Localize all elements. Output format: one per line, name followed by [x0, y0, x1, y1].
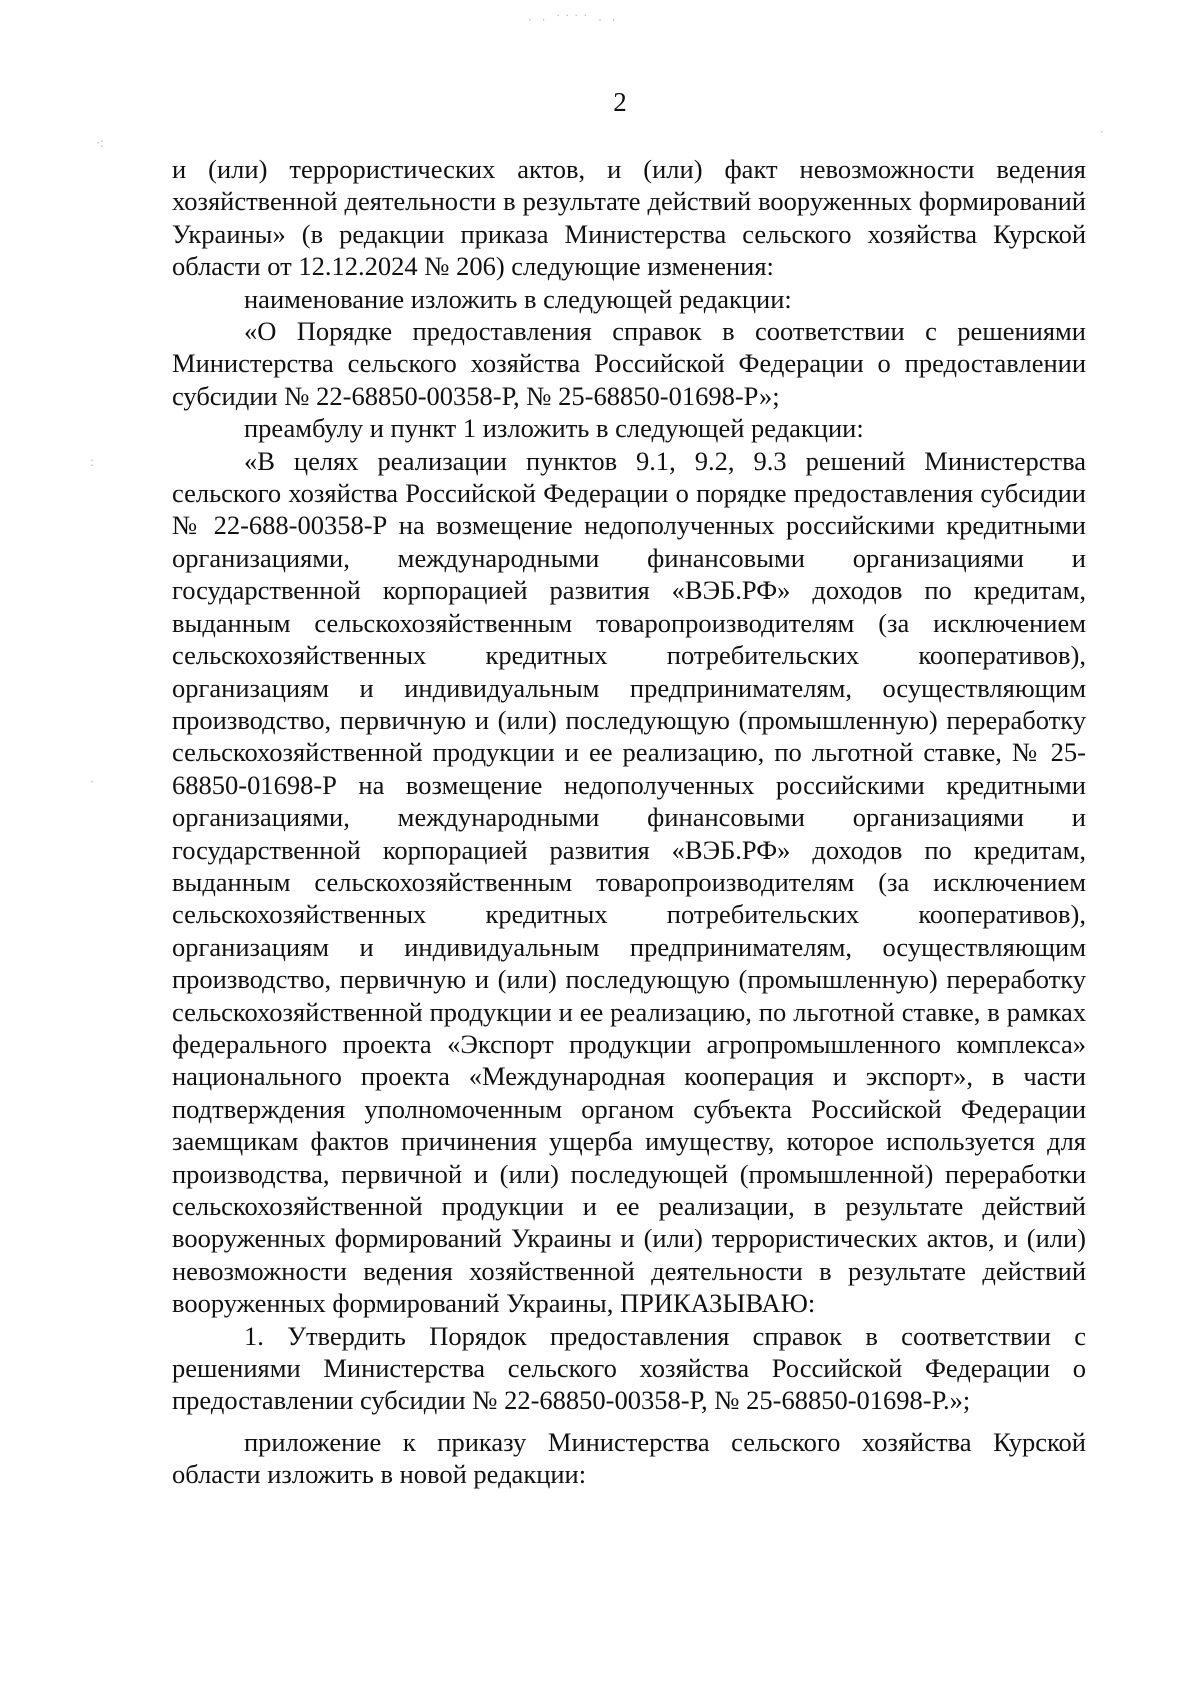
scan-artifact: : [90, 455, 95, 469]
paragraph-new-title: «О Порядке предоставления справок в соответствии с решениями Министерства сельского хозяйства Российской Федерации о предоставлении субсидии № 22-68850-00358-Р, № 25-68850-01698-Р»; [172, 316, 1086, 411]
paragraph-continuation: и (или) террористических актов, и (или) факт невозможности ведения хозяйственной деятельности в результате действий вооруженных формирований Украины» (в редакции приказа Министерства сельского хозяйства Курской области от 12.12.2024 № 206) следующие изменения: [172, 154, 1086, 282]
scan-artifact: · [90, 775, 94, 789]
paragraph-new-preamble: «В целях реализации пунктов 9.1, 9.2, 9.3 решений Министерства сельского хозяйства Российской Федерации о порядке предоставления субсидии № 22-688-00358-Р на возмещение недополученных российскими кредитными организациями, международными финансовыми организациями и государственной корпорацией развития «ВЭБ.РФ» доходов по кредитам, выданным сельскохозяйственным товаропроизводителям (за исключением сельскохозяйственных кредитных потребительских кооперативов), организациям и индивидуальным предпринимателям, осуществляющим производство, первичную и (или) последующую (промышленную) переработку сельскохозяйственной продукции и ее реализацию, по льготной ставке, № 25-68850-01698-Р на возмещение недополученных российскими кредитными организациями, международными финансовыми организациями и государственной корпорацией развития «ВЭБ.РФ» доходов по кредитам, выданным сельскохозяйственным товаропроизводителям (за исключением сельскохозяйственных кредитных потребительских кооперативов), организациям и индивидуальным предпринимателям, осуществляющим производство, первичную и (или) последующую (промышленную) переработку сельскохозяйственной продукции и ее реализацию, по льготной ставке, в рамках федерального проекта «Экспорт продукции агропромышленного комплекса» национального проекта «Международная кооперация и экспорт», в части подтверждения уполномоченным органом субъекта Российской Федерации заемщикам фактов причинения ущерба имуществу, которое используется для производства, первичной и (или) последующей (промышленной) переработки сельскохозяйственной продукции и ее реализации, в результате действий вооруженных формирований Украины и (или) террористических актов, и (или) невозможности ведения хозяйственной деятельности в результате действий вооруженных формирований Украины, ПРИКАЗЫВАЮ: [172, 445, 1086, 1319]
scan-artifact: · · ˙˙˙˙ · · [528, 13, 619, 27]
paragraph-appendix-change: приложение к приказу Министерства сельского хозяйства Курской области изложить в новой редакции: [172, 1426, 1086, 1490]
page-number: 2 [613, 87, 627, 117]
scan-artifact: ·: [96, 136, 104, 150]
scan-artifact: · [1100, 125, 1104, 139]
paragraph-preamble-change: преамбулу и пункт 1 изложить в следующей редакции: [244, 413, 864, 444]
document-body [172, 153, 1086, 1491]
paragraph-item-1: 1. Утвердить Порядок предоставления справок в соответствии с решениями Министерства сельского хозяйства Российской Федерации о предоставлении субсидии № 22-68850-00358-Р, № 25-68850-01698-Р.»; [172, 1320, 1086, 1416]
paragraph-title-change: наименование изложить в следующей редакции: [244, 283, 792, 314]
